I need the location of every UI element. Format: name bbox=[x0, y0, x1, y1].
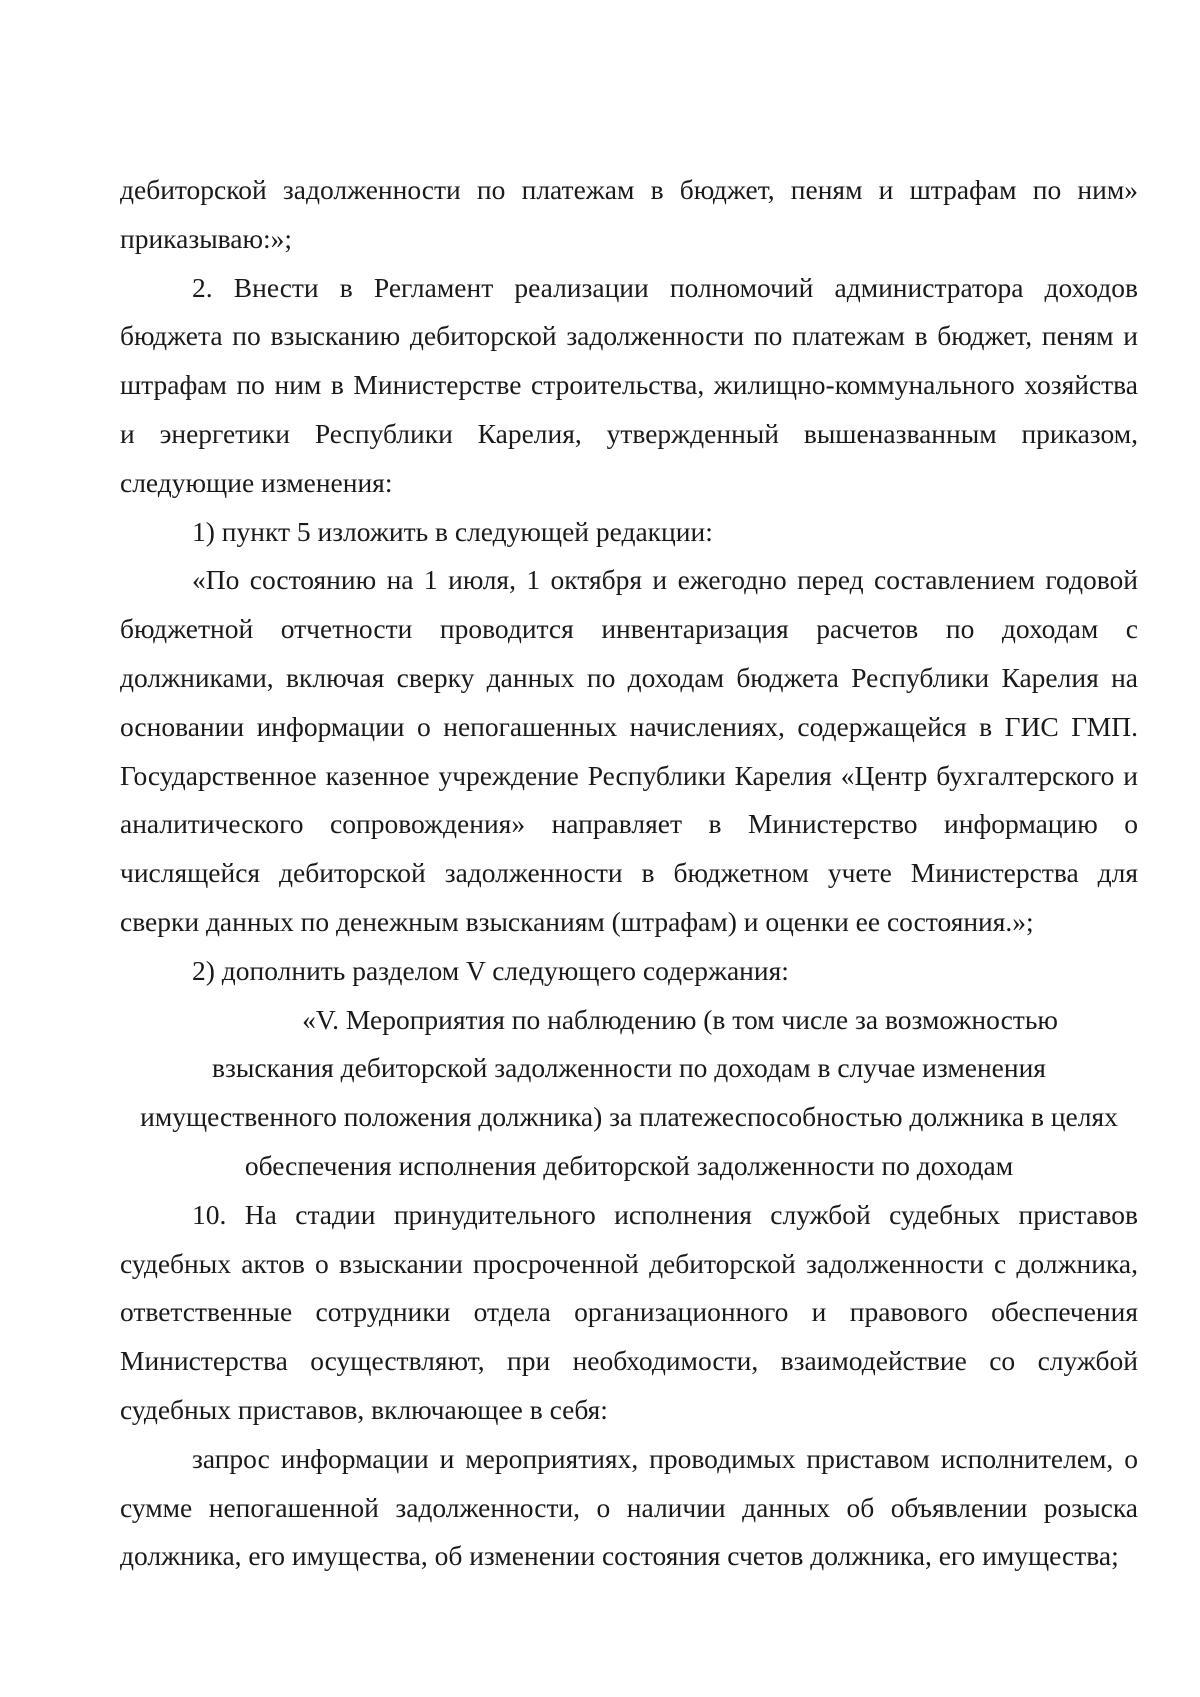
section-heading-line: взыскания дебиторской задолженности по доходам в случае изменения bbox=[212, 1052, 1046, 1084]
paragraph-continuation: дебиторской задолженности по платежам в бюджет, пеням и штрафам по ним» приказываю:»; bbox=[120, 174, 1138, 254]
section-heading-line: «V. Мероприятия по наблюдению (в том числе за возможностью bbox=[302, 1003, 1058, 1035]
paragraph-item-2: 2. Внести в Регламент реализации полномочий администратора доходов бюджета по взысканию дебиторской задолженности по платежам в бюджет, пеням и штрафам по ним в Министерстве строительства, жилищно-коммунального хозяйства и энергетики Республики Карелия, утвержденный вышеназванным приказом, следующие изменения: bbox=[120, 271, 1138, 498]
paragraph-item-10: 10. На стадии принудительного исполнения службой судебных приставов судебных актов о взыскании просроченной дебиторской задолженности с должника, ответственные сотрудники отдела организационного и правового обеспечения Министерства осуществляют, при необходимости, взаимодействие со службой судебных приставов, включающее в себя: bbox=[120, 1198, 1138, 1425]
paragraph-quoted-text: «По состоянию на 1 июля, 1 октября и ежегодно перед составлением годовой бюджетной отчетности проводится инвентаризация расчетов по доходам с должниками, включая сверку данных по доходам бюджета Республики Карелия на основании информации о непогашенных начислениях, содержащейся в ГИС ГМП. Государственное казенное учреждение Республики Карелия «Центр бухгалтерского и аналитического сопровождения» направляет в Министерство информацию о числящейся дебиторской задолженности в бюджетном учете Министерства для сверки данных по денежным взысканиям (штрафам) и оценки ее состояния.»; bbox=[120, 564, 1138, 937]
paragraph-subitem-1: 1) пункт 5 изложить в следующей редакции: bbox=[192, 515, 713, 547]
section-heading bbox=[120, 996, 1138, 1191]
section-heading-line: имущественного положения должника) за платежеспособностью должника в целях bbox=[140, 1101, 1118, 1133]
document-body bbox=[120, 166, 1138, 1581]
paragraph-info-request: запрос информации и мероприятиях, проводимых приставом исполнителем, о сумме непогашенной задолженности, о наличии данных об объявлении розыска должника, его имущества, об изменении состояния счетов должника, его имущества; bbox=[120, 1442, 1138, 1572]
section-heading-line: обеспечения исполнения дебиторской задолженности по доходам bbox=[244, 1149, 1014, 1181]
paragraph-subitem-2: 2) дополнить разделом V следующего содержания: bbox=[192, 954, 789, 986]
